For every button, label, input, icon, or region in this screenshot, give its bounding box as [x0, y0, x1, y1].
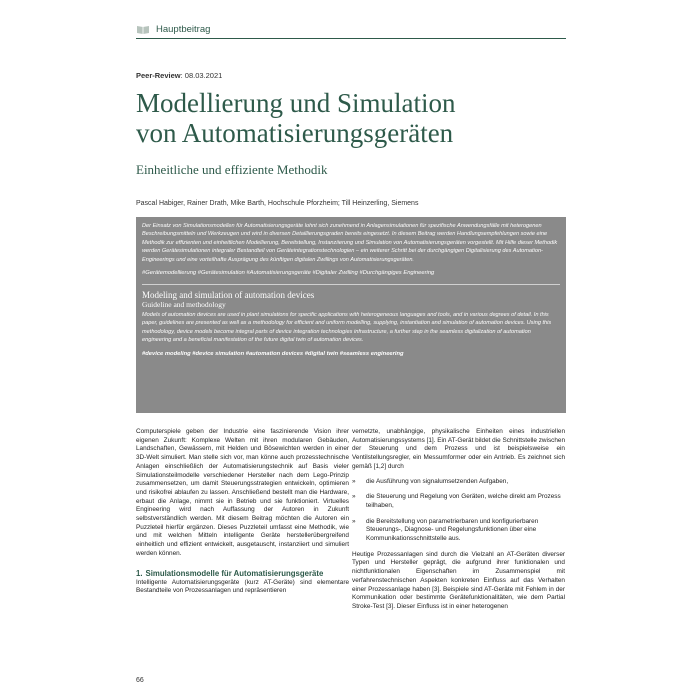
- list-item-text: die Ausführung von signalumsetzenden Aufgaben,: [366, 477, 509, 485]
- title-line-1: Modellierung und Simulation: [136, 88, 456, 118]
- section-title: Simulationsmodelle für Automatisierungsgeräte: [145, 568, 324, 578]
- intro-paragraph: Computerspiele geben der Industrie eine faszinierende Vision ihrer eigenen Zukunft: Komplexe Welten mit ihren modularen Gebäuden, Landschaften, Gewässern, mit Helden und Bösewichten werden in einer 3D-Welt simuliert. Man stelle sich vor, man könne auch prozesstechnische Anlagen einschließlich der Automatisierungstechnik auf Basis vieler Simulationsteilmodelle verschiedener Hersteller nach dem Lego-Prinzip zusammensetzen, um damit Steuerungsstrategien entwickeln, optimieren und risikofrei ablaufen zu lassen. Anschließend bestellt man die Hardware, erbaut die Anlage, nimmt sie in Betrieb und sie funktioniert. Virtuelles Engineering wird nach Auffassung der Autoren in Zukunft selbstverständlich werden. Mit diesem Beitrag möchten die Autoren ein Puzzleteil hierfür ergänzen. Dieses Puzzleteil umfasst eine Methodik, wie und mit welchen Mitteln intelligente Geräte herstellerübergreifend einheitlich und effizient entwickelt, ausgetauscht, instanziiert und simuliert werden können.: [136, 428, 349, 557]
- english-keywords: #device modeling #device simulation #automation devices #digital twin #seamless engineering: [142, 350, 404, 357]
- abstract-english: Models of automation devices are used in plant simulations for specific applications with heterogeneous languages and tools, and in various degrees of detail. In this paper, guidelines are presented as well as a methodology for efficient and uniform modelling, supplying, instantiation and simulation of automation devices. Using this methodology, device models become integral parts of device integration technologies infrastructure, a further step in the seamless digitalization of automation engineering and a beneficial manifestation of the future digital twin of automation devices.: [142, 312, 552, 344]
- abstract-german: Der Einsatz von Simulationsmodellen für Automatisierungsgeräte lohnt sich zunehmend in Anlagensimulationen für spezifische Anwendungsfälle mit heterogenen Beschreibungsmitteln und Werkzeugen und wird in diversen Detaillierungsgraden bereits eingesetzt. In diesem Beitrag werden Handlungsempfehlungen sowie eine Methodik zur effizienten und einheitlichen Modellierung, Bereitstellung, Instanziierung und Simulation von Automatisierungsgeräten vorgestellt. Mit Hilfe dieser Methodik werden Gerätesimulationen integraler Bestandteil von Geräteintegrationstechnologien – ein weiterer Schritt bei der durchgängigen Digitalisierung des Automation-Engineerings und eine vorteilhafte Ausprägung des künftigen digitalen Zwillings von Automatisierungsgeräten.: [142, 223, 558, 263]
- abstract-box: [136, 217, 566, 413]
- bullet-marker: »: [352, 477, 356, 485]
- peer-review-line: [136, 71, 222, 80]
- title-line-2: von Automatisierungsgeräten: [136, 118, 454, 148]
- bullet-marker: »: [352, 493, 356, 501]
- peer-review-date: : 08.03.2021: [180, 71, 223, 80]
- authors-line: Pascal Habiger, Rainer Drath, Mike Barth, Hochschule Pforzheim; Till Heinzerling, Siemens: [136, 200, 419, 207]
- german-keywords: #Gerätemodellierung #Gerätesimulation #Automatisierungsgeräte #Digitaler Zwilling #Durchgängiges Engineering: [142, 270, 435, 277]
- section-label: Hauptbeitrag: [156, 23, 211, 35]
- section-1-paragraph: Intelligente Automatisierungsgeräte (kurz AT-Geräte) sind elementare Bestandteile von Prozessanlagen und repräsentieren: [136, 578, 349, 595]
- body-column-right: [352, 428, 565, 612]
- list-item: [352, 518, 565, 544]
- list-item: [352, 478, 565, 487]
- right-intro-paragraph: vernetzte, unabhängige, physikalische Einheiten eines industriellen Automatisierungssystems [1]. Ein AT-Gerät bildet die Schnittstelle zwischen der Steuerung und dem Prozess und ist beispielsweise ein Ventilstellungsregler, ein Messumformer oder ein Antrieb. Es zeichnet sich gemäß [1,2] durch: [352, 428, 565, 470]
- right-continuation-paragraph: Heutige Prozessanlagen sind durch die Vielzahl an AT-Geräten diverser Typen und Hersteller geprägt, die aufgrund ihrer funktionalen und nichtfunktionalen Eigenschaften im Zusammenspiel mit verfahrenstechnischen Aspekten konkreten Einfluss auf das Verhalten einer Prozessanlage haben [3]. Beispiele sind AT-Geräte mit Fehlem in der Kommunikation oder bestimmte Gerätefunktionalitäten, wie dem Partial Stroke-Test [3]. Dieser Einfluss ist in einer heterogenen: [352, 550, 565, 610]
- section-number: 1.: [136, 568, 143, 578]
- abstract-divider: [142, 284, 560, 285]
- english-title: Modeling and simulation of automation devices: [142, 290, 315, 301]
- feature-list: [352, 478, 565, 544]
- page-number: 66: [136, 677, 144, 684]
- list-item-text: die Bereitstellung von parametrierbaren und konfigurierbaren Steuerungs-, Diagnose- und Regelungsfunktionen über eine Kommunikationsschnittstelle aus.: [366, 517, 539, 543]
- bullet-marker: »: [352, 517, 356, 525]
- english-subtitle: Guideline and methodology: [142, 300, 226, 310]
- section-heading-1: [136, 569, 349, 578]
- book-icon: [136, 24, 150, 34]
- section-header: [136, 20, 566, 39]
- body-column-left: [136, 428, 349, 596]
- article-subtitle: Einheitliche und effiziente Methodik: [136, 162, 328, 177]
- peer-review-label: Peer-Review: [136, 71, 181, 80]
- article-title: [136, 88, 566, 148]
- list-item-text: die Steuerung und Regelung von Geräten, welche direkt am Prozess teilhaben,: [366, 493, 561, 509]
- list-item: [352, 493, 565, 510]
